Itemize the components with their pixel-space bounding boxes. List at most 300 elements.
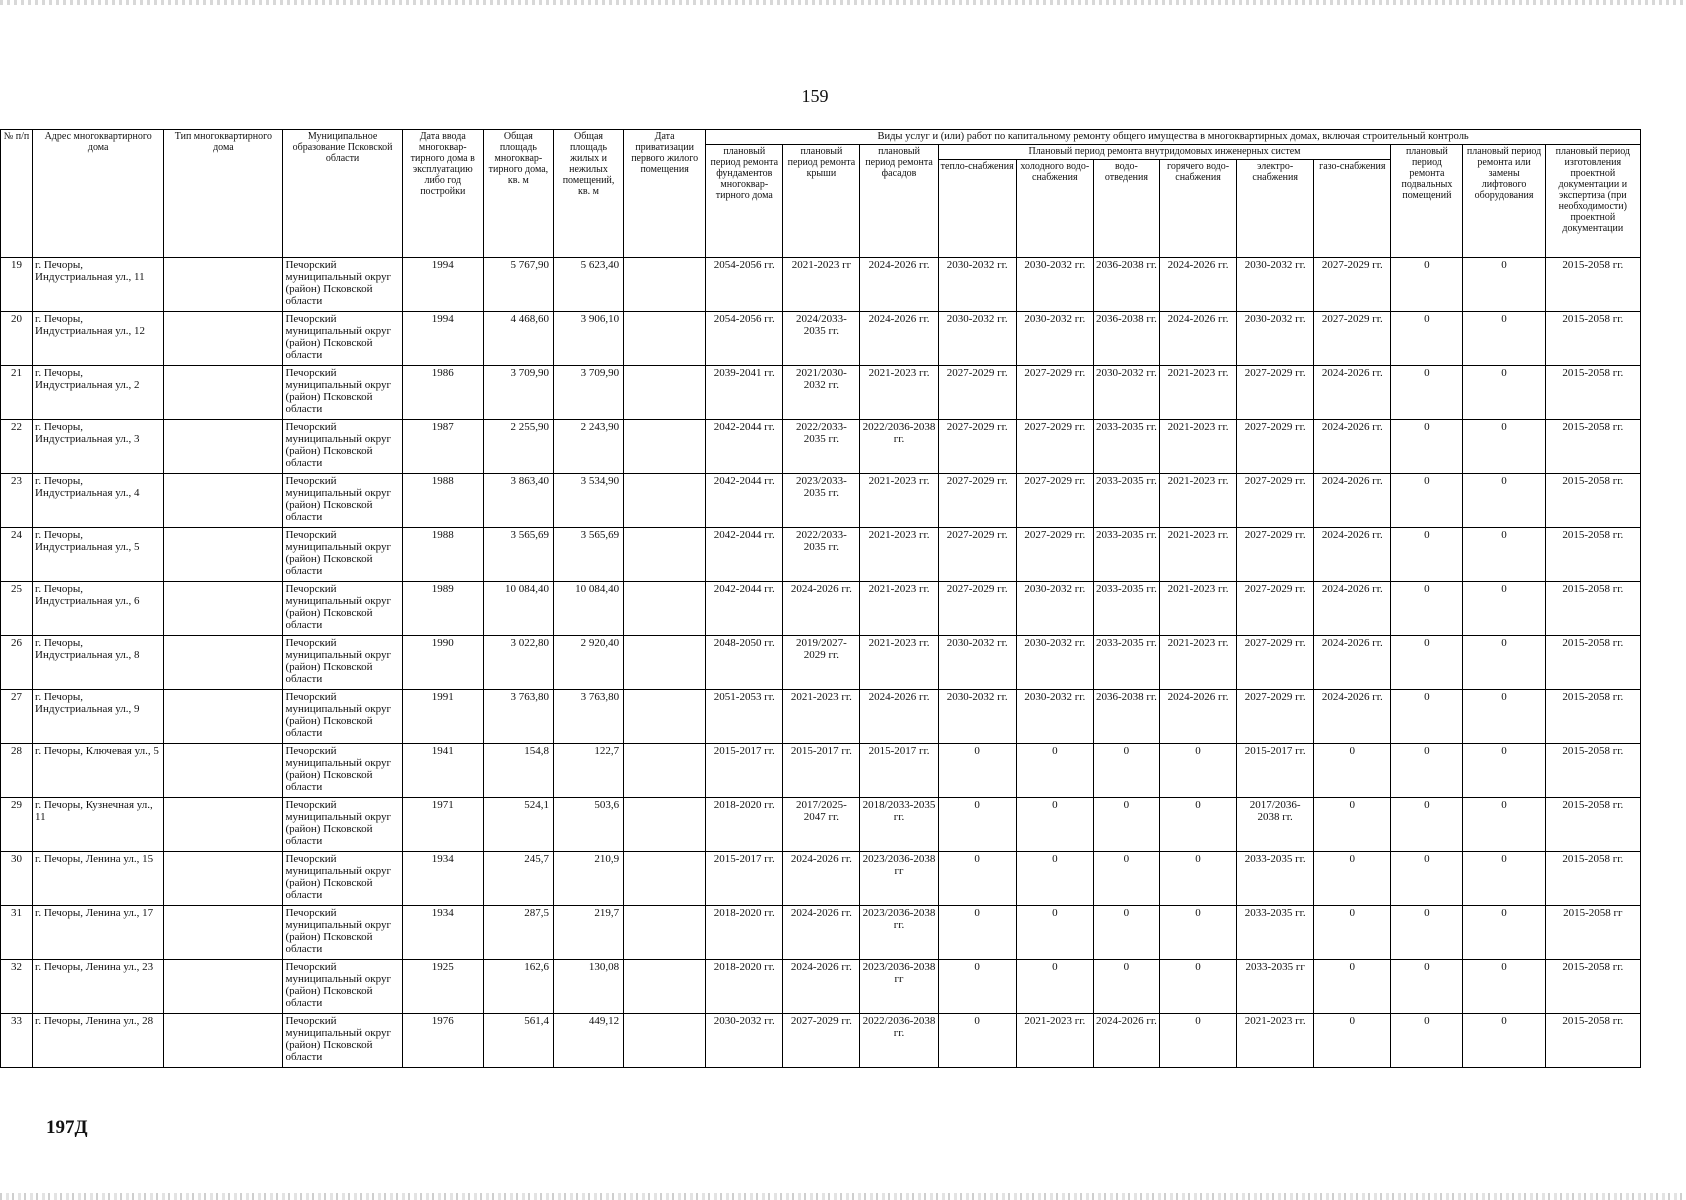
heat-cell: 2027-2029 гг. bbox=[938, 366, 1016, 420]
privatization-cell bbox=[624, 906, 706, 960]
cold-water-cell: 2027-2029 гг. bbox=[1016, 366, 1093, 420]
heat-cell: 0 bbox=[938, 906, 1016, 960]
facade-cell: 2024-2026 гг. bbox=[860, 690, 938, 744]
roof-cell: 2021-2023 гг. bbox=[783, 690, 860, 744]
row-number: 25 bbox=[1, 582, 33, 636]
table-row bbox=[1, 744, 1641, 798]
drainage-cell: 0 bbox=[1093, 906, 1159, 960]
type-cell bbox=[164, 960, 283, 1014]
gas-cell: 2024-2026 гг. bbox=[1314, 636, 1391, 690]
row-number: 33 bbox=[1, 1014, 33, 1068]
table-body bbox=[1, 258, 1641, 1068]
electric-cell: 2027-2029 гг. bbox=[1237, 474, 1314, 528]
address-cell: г. Печоры, Ленина ул., 15 bbox=[33, 852, 164, 906]
gas-cell: 0 bbox=[1314, 906, 1391, 960]
address-cell: г. Печоры, Ключевая ул., 5 bbox=[33, 744, 164, 798]
address-cell: г. Печоры, Ленина ул., 28 bbox=[33, 1014, 164, 1068]
cold-water-cell: 0 bbox=[1016, 960, 1093, 1014]
row-number: 19 bbox=[1, 258, 33, 312]
design-docs-cell: 2015-2058 гг. bbox=[1545, 636, 1640, 690]
facade-cell: 2023/2036-2038 гг. bbox=[860, 906, 938, 960]
total-area-cell: 3 709,90 bbox=[483, 366, 553, 420]
design-docs-cell: 2015-2058 гг. bbox=[1545, 366, 1640, 420]
design-docs-cell: 2015-2058 гг. bbox=[1545, 312, 1640, 366]
roof-cell: 2021-2023 гг bbox=[783, 258, 860, 312]
electric-cell: 2027-2029 гг. bbox=[1237, 528, 1314, 582]
privatization-cell bbox=[624, 474, 706, 528]
design-docs-cell: 2015-2058 гг. bbox=[1545, 582, 1640, 636]
header-gas: газо-снабжения bbox=[1314, 160, 1391, 258]
address-cell: г. Печоры, Индустриальная ул., 11 bbox=[33, 258, 164, 312]
hot-water-cell: 2021-2023 гг. bbox=[1159, 474, 1236, 528]
electric-cell: 2027-2029 гг. bbox=[1237, 366, 1314, 420]
cold-water-cell: 2027-2029 гг. bbox=[1016, 420, 1093, 474]
type-cell bbox=[164, 636, 283, 690]
facade-cell: 2021-2023 гг. bbox=[860, 528, 938, 582]
elevator-cell: 0 bbox=[1463, 690, 1545, 744]
cold-water-cell: 2030-2032 гг. bbox=[1016, 636, 1093, 690]
drainage-cell: 0 bbox=[1093, 798, 1159, 852]
row-number: 29 bbox=[1, 798, 33, 852]
gas-cell: 2024-2026 гг. bbox=[1314, 420, 1391, 474]
electric-cell: 2027-2029 гг. bbox=[1237, 420, 1314, 474]
cold-water-cell: 0 bbox=[1016, 744, 1093, 798]
municipality-cell: Печорский муниципальный округ (район) Псковской области bbox=[283, 744, 402, 798]
basement-cell: 0 bbox=[1391, 906, 1463, 960]
cold-water-cell: 2027-2029 гг. bbox=[1016, 474, 1093, 528]
header-total-area: Общая площадь многоквар-тирного дома, кв. м bbox=[483, 130, 553, 258]
drainage-cell: 2036-2038 гг. bbox=[1093, 258, 1159, 312]
electric-cell: 2017/2036-2038 гг. bbox=[1237, 798, 1314, 852]
row-number: 24 bbox=[1, 528, 33, 582]
foundation-cell: 2054-2056 гг. bbox=[706, 312, 783, 366]
hot-water-cell: 2021-2023 гг. bbox=[1159, 636, 1236, 690]
facade-cell: 2015-2017 гг. bbox=[860, 744, 938, 798]
heat-cell: 2030-2032 гг. bbox=[938, 258, 1016, 312]
header-roof: плановый период ремонта крыши bbox=[783, 145, 860, 258]
electric-cell: 2027-2029 гг. bbox=[1237, 582, 1314, 636]
header-works-group: Виды услуг и (или) работ по капитальному ремонту общего имущества в многоквартирных домах, включая строительный контроль bbox=[706, 130, 1641, 145]
header-privatization-date: Дата приватизации первого жилого помещения bbox=[624, 130, 706, 258]
municipality-cell: Печорский муниципальный округ (район) Псковской области bbox=[283, 474, 402, 528]
type-cell bbox=[164, 906, 283, 960]
table-row bbox=[1, 528, 1641, 582]
table-row bbox=[1, 258, 1641, 312]
commission-year-cell: 1987 bbox=[402, 420, 483, 474]
gas-cell: 2024-2026 гг. bbox=[1314, 474, 1391, 528]
design-docs-cell: 2015-2058 гг bbox=[1545, 906, 1640, 960]
facade-cell: 2021-2023 гг. bbox=[860, 582, 938, 636]
type-cell bbox=[164, 366, 283, 420]
elevator-cell: 0 bbox=[1463, 528, 1545, 582]
living-area-cell: 2 243,90 bbox=[553, 420, 623, 474]
municipality-cell: Печорский муниципальный округ (район) Псковской области bbox=[283, 798, 402, 852]
header-design-docs: плановый период изготовления проектной документации и экспертиза (при необходимости) проектной документации bbox=[1545, 145, 1640, 258]
address-cell: г. Печоры, Ленина ул., 23 bbox=[33, 960, 164, 1014]
cold-water-cell: 0 bbox=[1016, 852, 1093, 906]
commission-year-cell: 1989 bbox=[402, 582, 483, 636]
gas-cell: 2024-2026 гг. bbox=[1314, 690, 1391, 744]
foundation-cell: 2042-2044 гг. bbox=[706, 582, 783, 636]
type-cell bbox=[164, 798, 283, 852]
heat-cell: 0 bbox=[938, 798, 1016, 852]
drainage-cell: 0 bbox=[1093, 852, 1159, 906]
table-row bbox=[1, 636, 1641, 690]
electric-cell: 2033-2035 гг. bbox=[1237, 906, 1314, 960]
scan-edge-bottom bbox=[0, 1193, 1686, 1200]
drainage-cell: 0 bbox=[1093, 744, 1159, 798]
roof-cell: 2024-2026 гг. bbox=[783, 906, 860, 960]
type-cell bbox=[164, 1014, 283, 1068]
hot-water-cell: 0 bbox=[1159, 906, 1236, 960]
elevator-cell: 0 bbox=[1463, 636, 1545, 690]
header-basement: плановый период ремонта подвальных помещений bbox=[1391, 145, 1463, 258]
scan-edge-top bbox=[0, 0, 1686, 5]
gas-cell: 2024-2026 гг. bbox=[1314, 366, 1391, 420]
hot-water-cell: 0 bbox=[1159, 744, 1236, 798]
cold-water-cell: 2021-2023 гг. bbox=[1016, 1014, 1093, 1068]
total-area-cell: 524,1 bbox=[483, 798, 553, 852]
address-cell: г. Печоры, Индустриальная ул., 8 bbox=[33, 636, 164, 690]
municipality-cell: Печорский муниципальный округ (район) Псковской области bbox=[283, 582, 402, 636]
heat-cell: 2027-2029 гг. bbox=[938, 420, 1016, 474]
row-number: 28 bbox=[1, 744, 33, 798]
facade-cell: 2021-2023 гг. bbox=[860, 636, 938, 690]
design-docs-cell: 2015-2058 гг. bbox=[1545, 258, 1640, 312]
address-cell: г. Печоры, Индустриальная ул., 2 bbox=[33, 366, 164, 420]
type-cell bbox=[164, 528, 283, 582]
type-cell bbox=[164, 420, 283, 474]
commission-year-cell: 1988 bbox=[402, 474, 483, 528]
row-number: 26 bbox=[1, 636, 33, 690]
commission-year-cell: 1934 bbox=[402, 852, 483, 906]
row-number: 22 bbox=[1, 420, 33, 474]
design-docs-cell: 2015-2058 гг. bbox=[1545, 474, 1640, 528]
hot-water-cell: 2021-2023 гг. bbox=[1159, 528, 1236, 582]
commission-year-cell: 1994 bbox=[402, 312, 483, 366]
address-cell: г. Печоры, Индустриальная ул., 12 bbox=[33, 312, 164, 366]
roof-cell: 2017/2025-2047 гг. bbox=[783, 798, 860, 852]
row-number: 30 bbox=[1, 852, 33, 906]
roof-cell: 2022/2033-2035 гг. bbox=[783, 420, 860, 474]
privatization-cell bbox=[624, 420, 706, 474]
table-row bbox=[1, 852, 1641, 906]
roof-cell: 2024-2026 гг. bbox=[783, 852, 860, 906]
municipality-cell: Печорский муниципальный округ (район) Псковской области bbox=[283, 960, 402, 1014]
commission-year-cell: 1925 bbox=[402, 960, 483, 1014]
municipality-cell: Печорский муниципальный округ (район) Псковской области bbox=[283, 690, 402, 744]
privatization-cell bbox=[624, 258, 706, 312]
basement-cell: 0 bbox=[1391, 366, 1463, 420]
gas-cell: 0 bbox=[1314, 1014, 1391, 1068]
elevator-cell: 0 bbox=[1463, 798, 1545, 852]
gas-cell: 2024-2026 гг. bbox=[1314, 528, 1391, 582]
heat-cell: 2030-2032 гг. bbox=[938, 312, 1016, 366]
privatization-cell bbox=[624, 798, 706, 852]
municipality-cell: Печорский муниципальный округ (район) Псковской области bbox=[283, 312, 402, 366]
address-cell: г. Печоры, Индустриальная ул., 5 bbox=[33, 528, 164, 582]
foundation-cell: 2039-2041 гг. bbox=[706, 366, 783, 420]
header-heat: тепло-снабжения bbox=[938, 160, 1016, 258]
total-area-cell: 5 767,90 bbox=[483, 258, 553, 312]
total-area-cell: 3 863,40 bbox=[483, 474, 553, 528]
hot-water-cell: 0 bbox=[1159, 852, 1236, 906]
elevator-cell: 0 bbox=[1463, 420, 1545, 474]
privatization-cell bbox=[624, 366, 706, 420]
heat-cell: 0 bbox=[938, 852, 1016, 906]
foundation-cell: 2042-2044 гг. bbox=[706, 474, 783, 528]
foundation-cell: 2048-2050 гг. bbox=[706, 636, 783, 690]
row-number: 23 bbox=[1, 474, 33, 528]
total-area-cell: 4 468,60 bbox=[483, 312, 553, 366]
commission-year-cell: 1941 bbox=[402, 744, 483, 798]
address-cell: г. Печоры, Кузнечная ул., 11 bbox=[33, 798, 164, 852]
cold-water-cell: 2030-2032 гг. bbox=[1016, 690, 1093, 744]
heat-cell: 2027-2029 гг. bbox=[938, 582, 1016, 636]
elevator-cell: 0 bbox=[1463, 474, 1545, 528]
roof-cell: 2023/2033-2035 гг. bbox=[783, 474, 860, 528]
commission-year-cell: 1994 bbox=[402, 258, 483, 312]
gas-cell: 2027-2029 гг. bbox=[1314, 312, 1391, 366]
table-row bbox=[1, 690, 1641, 744]
foundation-cell: 2051-2053 гг. bbox=[706, 690, 783, 744]
hot-water-cell: 2024-2026 гг. bbox=[1159, 258, 1236, 312]
heat-cell: 0 bbox=[938, 960, 1016, 1014]
cold-water-cell: 2030-2032 гг. bbox=[1016, 582, 1093, 636]
type-cell bbox=[164, 744, 283, 798]
address-cell: г. Печоры, Ленина ул., 17 bbox=[33, 906, 164, 960]
facade-cell: 2022/2036-2038 гг. bbox=[860, 1014, 938, 1068]
living-area-cell: 3 534,90 bbox=[553, 474, 623, 528]
roof-cell: 2015-2017 гг. bbox=[783, 744, 860, 798]
municipality-cell: Печорский муниципальный округ (район) Псковской области bbox=[283, 420, 402, 474]
facade-cell: 2021-2023 гг. bbox=[860, 474, 938, 528]
drainage-cell: 2036-2038 гг. bbox=[1093, 690, 1159, 744]
address-cell: г. Печоры, Индустриальная ул., 4 bbox=[33, 474, 164, 528]
drainage-cell: 2033-2035 гг. bbox=[1093, 582, 1159, 636]
repair-schedule-table bbox=[0, 129, 1641, 1068]
header-type: Тип многоквартирного дома bbox=[164, 130, 283, 258]
cold-water-cell: 2030-2032 гг. bbox=[1016, 258, 1093, 312]
design-docs-cell: 2015-2058 гг. bbox=[1545, 690, 1640, 744]
total-area-cell: 3 022,80 bbox=[483, 636, 553, 690]
total-area-cell: 10 084,40 bbox=[483, 582, 553, 636]
drainage-cell: 2033-2035 гг. bbox=[1093, 636, 1159, 690]
footer-code: 197Д bbox=[46, 1117, 88, 1138]
type-cell bbox=[164, 312, 283, 366]
table-row bbox=[1, 960, 1641, 1014]
table-row bbox=[1, 798, 1641, 852]
heat-cell: 0 bbox=[938, 744, 1016, 798]
municipality-cell: Печорский муниципальный округ (район) Псковской области bbox=[283, 1014, 402, 1068]
header-commission-year: Дата ввода многоквар-тирного дома в эксплуатацию либо год постройки bbox=[402, 130, 483, 258]
header-num: № п/п bbox=[1, 130, 33, 258]
hot-water-cell: 2024-2026 гг. bbox=[1159, 312, 1236, 366]
living-area-cell: 210,9 bbox=[553, 852, 623, 906]
electric-cell: 2027-2029 гг. bbox=[1237, 690, 1314, 744]
basement-cell: 0 bbox=[1391, 312, 1463, 366]
type-cell bbox=[164, 582, 283, 636]
facade-cell: 2023/2036-2038 гг bbox=[860, 960, 938, 1014]
header-cold-water: холодного водо-снабжения bbox=[1016, 160, 1093, 258]
header-drainage: водо-отведения bbox=[1093, 160, 1159, 258]
address-cell: г. Печоры, Индустриальная ул., 9 bbox=[33, 690, 164, 744]
municipality-cell: Печорский муниципальный округ (район) Псковской области bbox=[283, 366, 402, 420]
privatization-cell bbox=[624, 852, 706, 906]
municipality-cell: Печорский муниципальный округ (район) Псковской области bbox=[283, 258, 402, 312]
living-area-cell: 2 920,40 bbox=[553, 636, 623, 690]
elevator-cell: 0 bbox=[1463, 1014, 1545, 1068]
electric-cell: 2033-2035 гг. bbox=[1237, 852, 1314, 906]
foundation-cell: 2015-2017 гг. bbox=[706, 852, 783, 906]
table-row bbox=[1, 420, 1641, 474]
commission-year-cell: 1934 bbox=[402, 906, 483, 960]
living-area-cell: 449,12 bbox=[553, 1014, 623, 1068]
commission-year-cell: 1991 bbox=[402, 690, 483, 744]
elevator-cell: 0 bbox=[1463, 906, 1545, 960]
heat-cell: 2027-2029 гг. bbox=[938, 528, 1016, 582]
header-electric: электро-снабжения bbox=[1237, 160, 1314, 258]
elevator-cell: 0 bbox=[1463, 582, 1545, 636]
living-area-cell: 3 709,90 bbox=[553, 366, 623, 420]
row-number: 20 bbox=[1, 312, 33, 366]
design-docs-cell: 2015-2058 гг. bbox=[1545, 852, 1640, 906]
total-area-cell: 2 255,90 bbox=[483, 420, 553, 474]
cold-water-cell: 2027-2029 гг. bbox=[1016, 528, 1093, 582]
roof-cell: 2019/2027-2029 гг. bbox=[783, 636, 860, 690]
basement-cell: 0 bbox=[1391, 744, 1463, 798]
table-row bbox=[1, 312, 1641, 366]
header-municipality: Муниципальное образование Псковской области bbox=[283, 130, 402, 258]
hot-water-cell: 0 bbox=[1159, 1014, 1236, 1068]
header-address: Адрес многоквартирного дома bbox=[33, 130, 164, 258]
header-systems-group: Плановый период ремонта внутридомовых инженерных систем bbox=[938, 145, 1391, 160]
table-row bbox=[1, 474, 1641, 528]
privatization-cell bbox=[624, 312, 706, 366]
total-area-cell: 245,7 bbox=[483, 852, 553, 906]
table-row bbox=[1, 1014, 1641, 1068]
roof-cell: 2021/2030-2032 гг. bbox=[783, 366, 860, 420]
gas-cell: 2024-2026 гг. bbox=[1314, 582, 1391, 636]
municipality-cell: Печорский муниципальный округ (район) Псковской области bbox=[283, 906, 402, 960]
foundation-cell: 2030-2032 гг. bbox=[706, 1014, 783, 1068]
heat-cell: 2030-2032 гг. bbox=[938, 636, 1016, 690]
heat-cell: 2030-2032 гг. bbox=[938, 690, 1016, 744]
living-area-cell: 3 763,80 bbox=[553, 690, 623, 744]
foundation-cell: 2042-2044 гг. bbox=[706, 528, 783, 582]
basement-cell: 0 bbox=[1391, 528, 1463, 582]
privatization-cell bbox=[624, 636, 706, 690]
privatization-cell bbox=[624, 1014, 706, 1068]
header-elevator: плановый период ремонта или замены лифтового оборудования bbox=[1463, 145, 1545, 258]
header-hot-water: горячего водо-снабжения bbox=[1159, 160, 1236, 258]
drainage-cell: 2033-2035 гг. bbox=[1093, 420, 1159, 474]
facade-cell: 2021-2023 гг. bbox=[860, 366, 938, 420]
privatization-cell bbox=[624, 744, 706, 798]
basement-cell: 0 bbox=[1391, 690, 1463, 744]
basement-cell: 0 bbox=[1391, 258, 1463, 312]
commission-year-cell: 1971 bbox=[402, 798, 483, 852]
basement-cell: 0 bbox=[1391, 474, 1463, 528]
row-number: 27 bbox=[1, 690, 33, 744]
hot-water-cell: 2021-2023 гг. bbox=[1159, 366, 1236, 420]
cold-water-cell: 0 bbox=[1016, 906, 1093, 960]
living-area-cell: 10 084,40 bbox=[553, 582, 623, 636]
drainage-cell: 2033-2035 гг. bbox=[1093, 474, 1159, 528]
electric-cell: 2021-2023 гг. bbox=[1237, 1014, 1314, 1068]
design-docs-cell: 2015-2058 гг. bbox=[1545, 528, 1640, 582]
table-row bbox=[1, 582, 1641, 636]
electric-cell: 2027-2029 гг. bbox=[1237, 636, 1314, 690]
type-cell bbox=[164, 258, 283, 312]
table-row bbox=[1, 366, 1641, 420]
living-area-cell: 5 623,40 bbox=[553, 258, 623, 312]
foundation-cell: 2015-2017 гг. bbox=[706, 744, 783, 798]
address-cell: г. Печоры, Индустриальная ул., 3 bbox=[33, 420, 164, 474]
elevator-cell: 0 bbox=[1463, 312, 1545, 366]
foundation-cell: 2018-2020 гг. bbox=[706, 906, 783, 960]
drainage-cell: 2030-2032 гг. bbox=[1093, 366, 1159, 420]
basement-cell: 0 bbox=[1391, 960, 1463, 1014]
type-cell bbox=[164, 852, 283, 906]
facade-cell: 2024-2026 гг. bbox=[860, 312, 938, 366]
facade-cell: 2018/2033-2035 гг. bbox=[860, 798, 938, 852]
facade-cell: 2023/2036-2038 гг bbox=[860, 852, 938, 906]
municipality-cell: Печорский муниципальный округ (район) Псковской области bbox=[283, 636, 402, 690]
gas-cell: 0 bbox=[1314, 960, 1391, 1014]
living-area-cell: 3 906,10 bbox=[553, 312, 623, 366]
drainage-cell: 0 bbox=[1093, 960, 1159, 1014]
municipality-cell: Печорский муниципальный округ (район) Псковской области bbox=[283, 528, 402, 582]
living-area-cell: 219,7 bbox=[553, 906, 623, 960]
drainage-cell: 2036-2038 гг. bbox=[1093, 312, 1159, 366]
basement-cell: 0 bbox=[1391, 1014, 1463, 1068]
gas-cell: 0 bbox=[1314, 744, 1391, 798]
design-docs-cell: 2015-2058 гг. bbox=[1545, 420, 1640, 474]
gas-cell: 0 bbox=[1314, 798, 1391, 852]
table-row bbox=[1, 906, 1641, 960]
roof-cell: 2022/2033-2035 гг. bbox=[783, 528, 860, 582]
basement-cell: 0 bbox=[1391, 636, 1463, 690]
roof-cell: 2024-2026 гг. bbox=[783, 582, 860, 636]
hot-water-cell: 2024-2026 гг. bbox=[1159, 690, 1236, 744]
hot-water-cell: 0 bbox=[1159, 960, 1236, 1014]
basement-cell: 0 bbox=[1391, 582, 1463, 636]
cold-water-cell: 0 bbox=[1016, 798, 1093, 852]
type-cell bbox=[164, 690, 283, 744]
design-docs-cell: 2015-2058 гг. bbox=[1545, 798, 1640, 852]
type-cell bbox=[164, 474, 283, 528]
total-area-cell: 561,4 bbox=[483, 1014, 553, 1068]
row-number: 31 bbox=[1, 906, 33, 960]
header-facade: плановый период ремонта фасадов bbox=[860, 145, 938, 258]
basement-cell: 0 bbox=[1391, 852, 1463, 906]
page-number: 159 bbox=[801, 86, 829, 106]
roof-cell: 2027-2029 гг. bbox=[783, 1014, 860, 1068]
table-header bbox=[1, 130, 1641, 258]
living-area-cell: 130,08 bbox=[553, 960, 623, 1014]
commission-year-cell: 1990 bbox=[402, 636, 483, 690]
gas-cell: 0 bbox=[1314, 852, 1391, 906]
privatization-cell bbox=[624, 690, 706, 744]
hot-water-cell: 2021-2023 гг. bbox=[1159, 582, 1236, 636]
privatization-cell bbox=[624, 528, 706, 582]
facade-cell: 2022/2036-2038 гг. bbox=[860, 420, 938, 474]
living-area-cell: 122,7 bbox=[553, 744, 623, 798]
foundation-cell: 2054-2056 гг. bbox=[706, 258, 783, 312]
foundation-cell: 2018-2020 гг. bbox=[706, 798, 783, 852]
electric-cell: 2030-2032 гг. bbox=[1237, 258, 1314, 312]
